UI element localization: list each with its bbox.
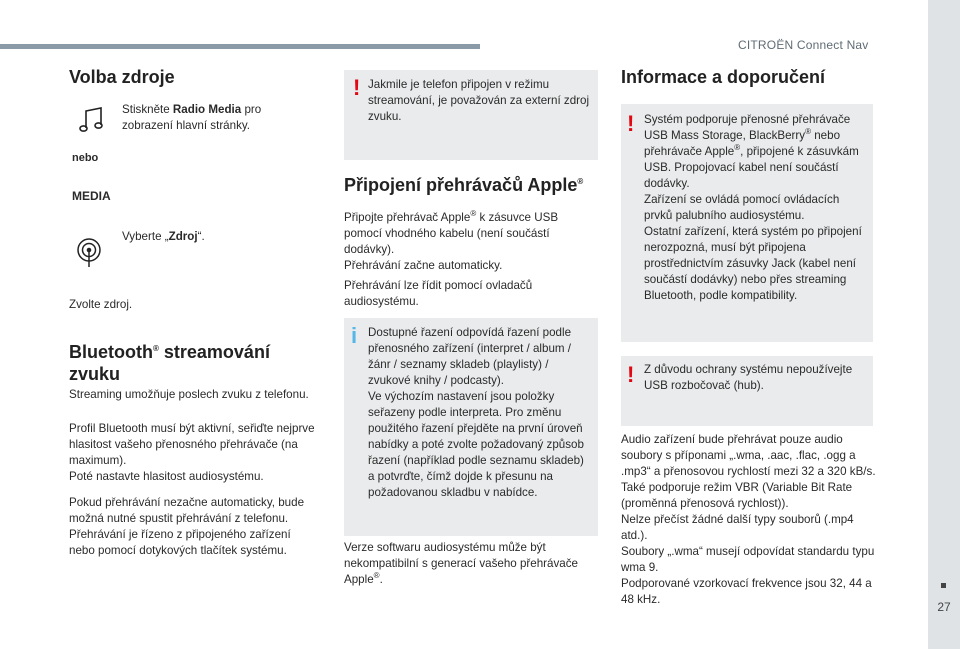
music-note-icon	[79, 106, 105, 134]
warning-note-devices	[621, 104, 873, 342]
info-note-sorting	[344, 318, 598, 536]
page-marker	[941, 583, 946, 588]
bt-paragraph-2: Profil Bluetooth musí být aktivní, seřiďte nejprve hlasitost vašeho přenosného přehrávače (na maximum). Poté nastavte hlasitost audiosystému.	[69, 422, 315, 483]
bt-paragraph-1: Streaming umožňuje poslech zvuku z telefonu.	[69, 388, 309, 401]
warning-text: Jakmile je telefon připojen v režimu streamování, je považován za externí zdroj zvuku.	[368, 78, 590, 123]
step-radio-media: Stiskněte Radio Media pro zobrazení hlavní stránky.	[122, 103, 262, 132]
apple-paragraph-2: Přehrávání lze řídit pomocí ovladačů audiosystému.	[344, 279, 533, 308]
page-edge-tab	[928, 0, 960, 649]
media-button-label: MEDIA	[72, 189, 111, 203]
warning-icon: !	[627, 111, 635, 136]
info-icon: i	[351, 323, 358, 348]
select-source-text: Zvolte zdroj.	[69, 298, 133, 311]
warning-text: Systém podporuje přenosné přehrávače USB Mass Storage, BlackBerry® nebo přehrávače Apple®, připojené k zásuvkám USB. Propojovací kabel není součástí dodávky. Zařízení se ovládá pomocí ovládacích prvků palubního audiosystému. Ostatní zařízení, která systém po připojení nerozpozná, musí být připojena prostřednictvím zásuvky Jack (kabel není součástí dodávky) nebo přes streaming Bluetooth, podle kompatibility.	[644, 113, 862, 302]
bt-paragraph-3: Pokud přehrávání nezačne automaticky, bude možná nutné spustit přehrávání z telefonu. Přehrávání je řízeno z připojeného zařízení nebo pomocí dotykových tlačítek systému.	[69, 496, 305, 557]
section-title-bluetooth: Bluetooth® streamování zvuku	[69, 342, 270, 384]
or-label: nebo	[72, 152, 99, 164]
warning-note-streaming	[344, 70, 598, 160]
warning-icon: !	[627, 362, 635, 387]
step-select-source: Vyberte „Zdroj“.	[122, 230, 205, 243]
warning-icon: !	[353, 75, 361, 100]
page-number: 27	[937, 600, 951, 614]
info-text: Dostupné řazení odpovídá řazení podle přenosného zařízení (interpret / album / žánr / seznamy skladeb (playlisty) / zvukové knihy / podcasty). Ve výchozím nastavení jsou položky seřazeny podle interpreta. Pro změnu použitého řazení přejděte na první úroveň nabídky a poté zvolte požadovaný způsob řazení (například podle seznamu skladeb) a potvrďte, čímž dojde k přesunu na požadovanou skladbu v nabídce.	[368, 326, 584, 499]
formats-paragraph: Audio zařízení bude přehrávat pouze audio soubory s příponami „.wma, .aac, .flac, .ogg a .mp3“ a přenosovou rychlostí mezi 32 a 320 kB/s. Také podporuje režim VBR (Variable Bit Rate (proměnná přenosová rychlost)). Nelze přečíst žádné další typy souborů (.mp4 atd.). Soubory „.wma“ musejí odpovídat standardu typu wma 9. Podporované vzorkovací frekvence jsou 32, 44 a 48 kHz.	[621, 433, 876, 606]
section-title-source: Volba zdroje	[69, 67, 175, 87]
source-icon	[75, 238, 103, 268]
apple-paragraph-1: Připojte přehrávač Apple® k zásuvce USB pomocí vhodného kabelu (není součástí dodávky). Přehrávání začne automaticky.	[344, 209, 559, 272]
brand-title: CITROËN Connect Nav	[738, 38, 869, 52]
warning-text: Z důvodu ochrany systému nepoužívejte USB rozbočovač (hub).	[644, 363, 853, 392]
header-bar	[0, 44, 480, 49]
section-title-apple: Připojení přehrávačů Apple®	[344, 175, 584, 195]
section-title-info: Informace a doporučení	[621, 67, 826, 87]
warning-note-hub	[621, 356, 873, 426]
version-paragraph: Verze softwaru audiosystému může být nekompatibilní s generací vašeho přehrávače Apple®.	[344, 541, 578, 586]
